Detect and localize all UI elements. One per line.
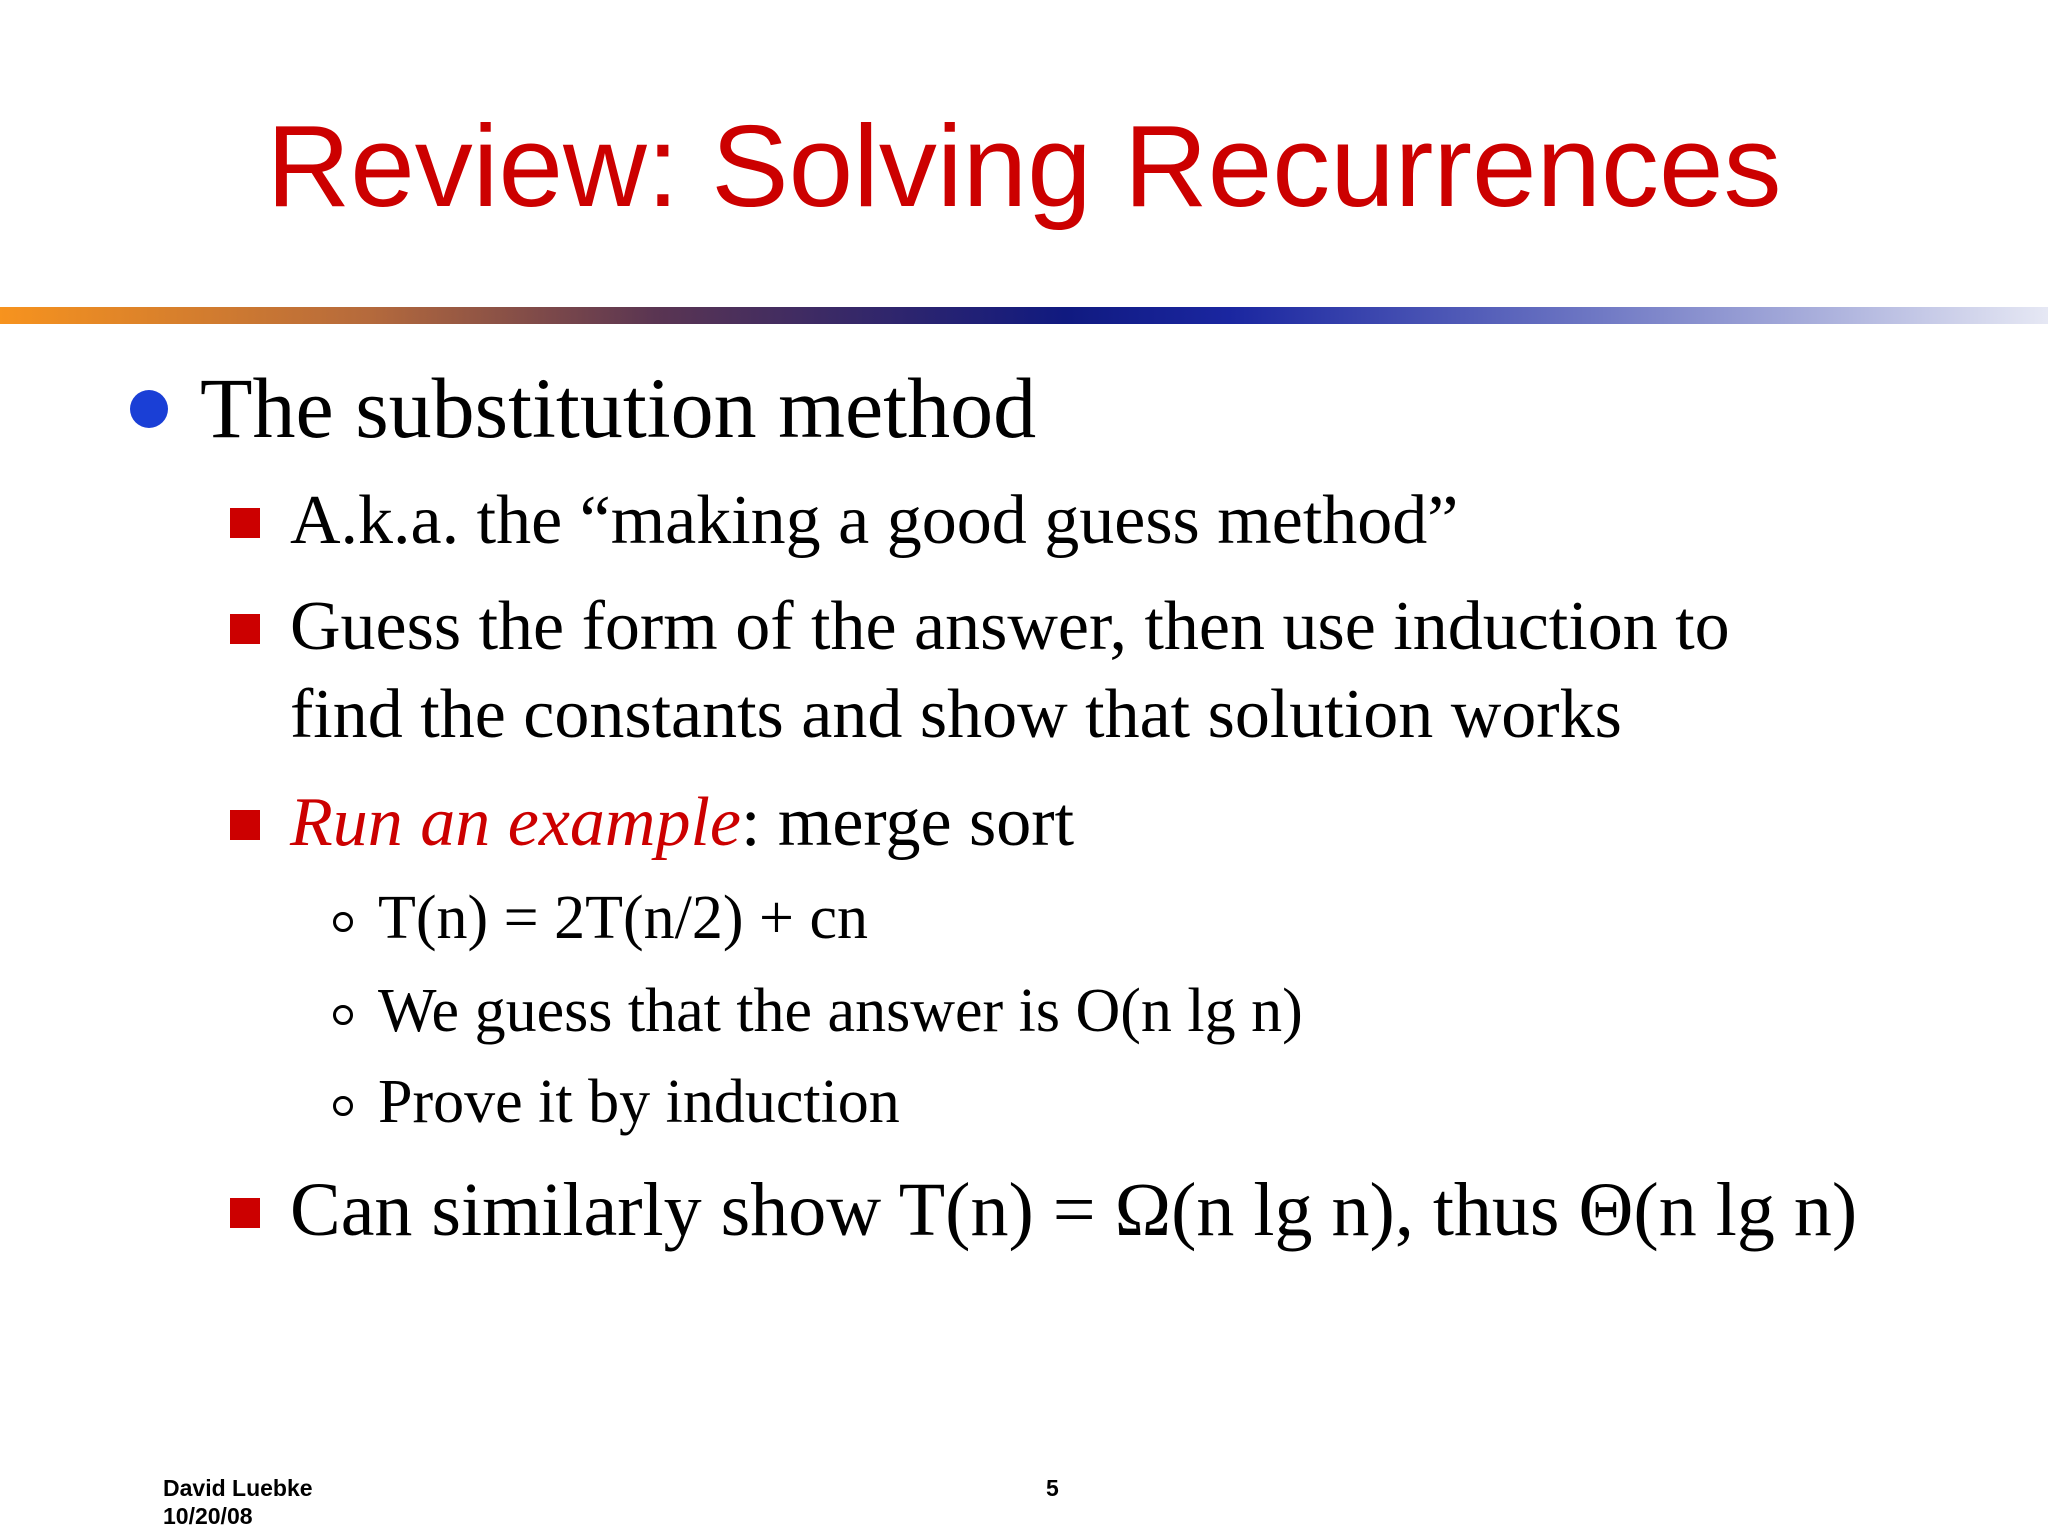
red-square-bullet-icon (230, 508, 260, 538)
blue-circle-bullet-icon (130, 390, 168, 428)
footer-author: David Luebke (163, 1475, 313, 1501)
footer-date: 10/20/08 (163, 1503, 253, 1529)
sub-bullet-guess: We guess that the answer is O(n lg n) (378, 977, 1303, 1045)
slide-title: Review: Solving Recurrences (266, 101, 1782, 231)
run-example-rest: : merge sort (740, 784, 1075, 861)
bullet-guess-line-1: Guess the form of the answer, then use induction to (290, 588, 1730, 665)
page-number: 5 (1046, 1475, 1059, 1501)
hollow-circle-bullet-icon (333, 912, 353, 932)
bullet-run-example (290, 780, 1074, 866)
red-square-bullet-icon (230, 810, 260, 840)
red-square-bullet-icon (230, 1198, 260, 1228)
hollow-circle-bullet-icon (333, 1096, 353, 1116)
sub-bullet-recurrence: T(n) = 2T(n/2) + cn (378, 884, 869, 952)
bullet-guess-line-2: find the constants and show that solution works (290, 676, 1622, 753)
bullet-aka: A.k.a. the “making a good guess method” (290, 482, 1459, 559)
bullet-similarly-show: Can similarly show T(n) = Ω(n lg n), thus Θ(n lg n) (290, 1168, 1858, 1252)
sub-bullet-prove: Prove it by induction (378, 1068, 900, 1136)
run-example-emphasis: Run an example (290, 784, 741, 861)
bullet-substitution-method: The substitution method (200, 360, 1037, 456)
red-square-bullet-icon (230, 614, 260, 644)
hollow-circle-bullet-icon (333, 1005, 353, 1025)
title-divider-bar (0, 307, 2048, 324)
